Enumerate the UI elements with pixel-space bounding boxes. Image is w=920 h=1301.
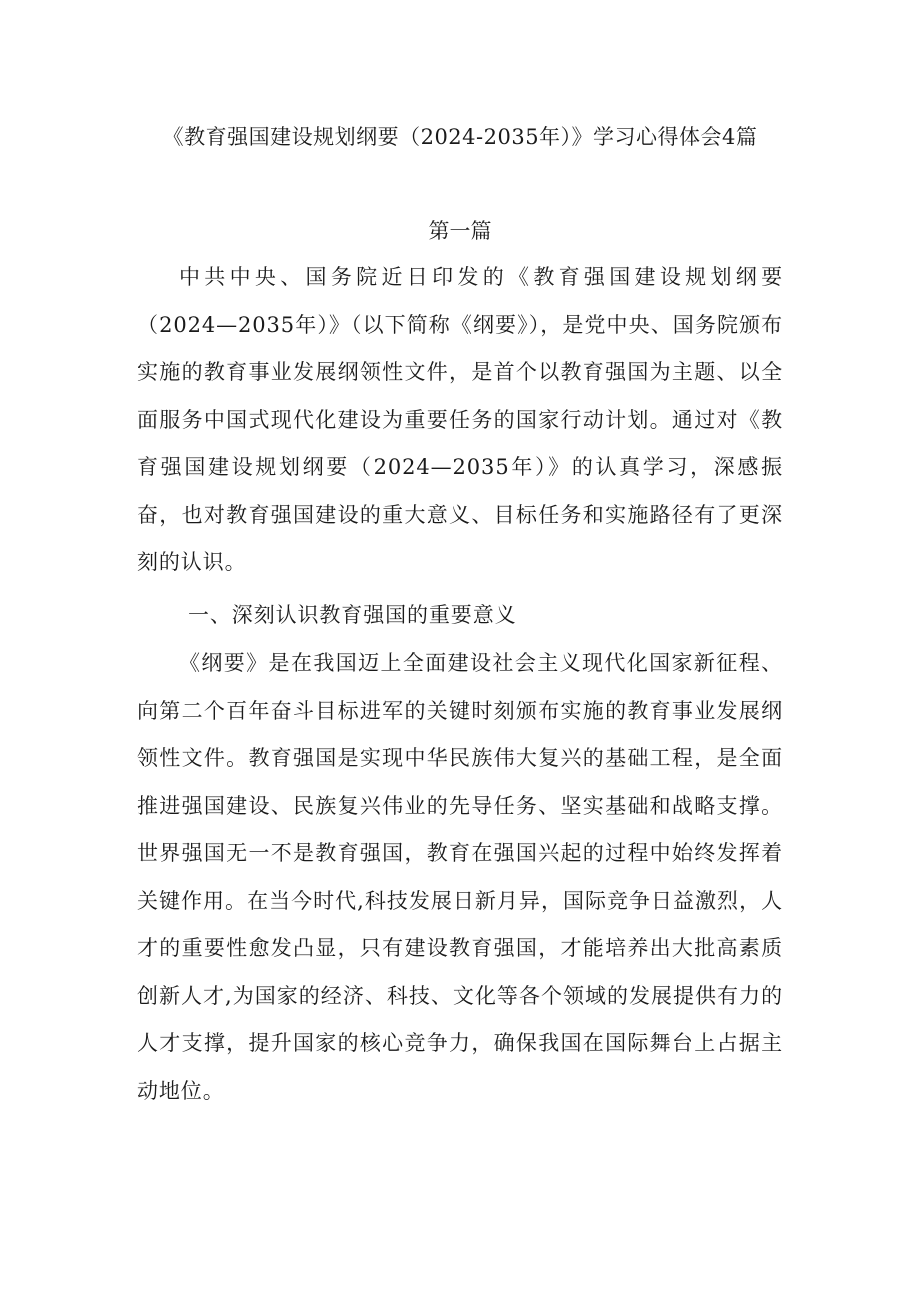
chapter-heading: 第一篇 xyxy=(428,219,492,243)
document-title: 《教育强国建设规划纲要（2024-2035年）》学习心得体会4篇 xyxy=(162,125,758,149)
paragraph-significance: 《纲要》是在我国迈上全面建设社会主义现代化国家新征程、向第二个百年奋斗目标进军的关键时刻颁布实施的教育事业发展纲领性文件。教育强国是实现中华民族伟大复兴的基础工程，是全面推进强国建设、民族复兴伟业的先导任务、坚实基础和战略支撑。世界强国无一不是教育强国，教育在强国兴起的过程中始终发挥着关键作用。在当今时代,科技发展日新月异，国际竞争日益激烈，人才的重要性愈发凸显，只有建设教育强国，才能培养出大批高素质创新人才,为国家的经济、科技、文化等各个领域的发展提供有力的人才支撑，提升国家的核心竞争力，确保我国在国际舞台上占据主动地位。 xyxy=(137,651,783,1103)
paragraph-intro: 中共中央、国务院近日印发的《教育强国建设规划纲要（2024—2035年）》（以下简称《纲要》），是党中央、国务院颁布实施的教育事业发展纲领性文件，是首个以教育强国为主题、以全面服务中国式现代化建设为重要任务的国家行动计划。通过对《教育强国建设规划纲要（2024—2035年）》的认真学习，深感振奋，也对教育强国建设的重大意义、目标任务和实施路径有了更深刻的认识。 xyxy=(137,265,783,574)
section-heading: 一、深刻认识教育强国的重要意义 xyxy=(188,603,517,627)
